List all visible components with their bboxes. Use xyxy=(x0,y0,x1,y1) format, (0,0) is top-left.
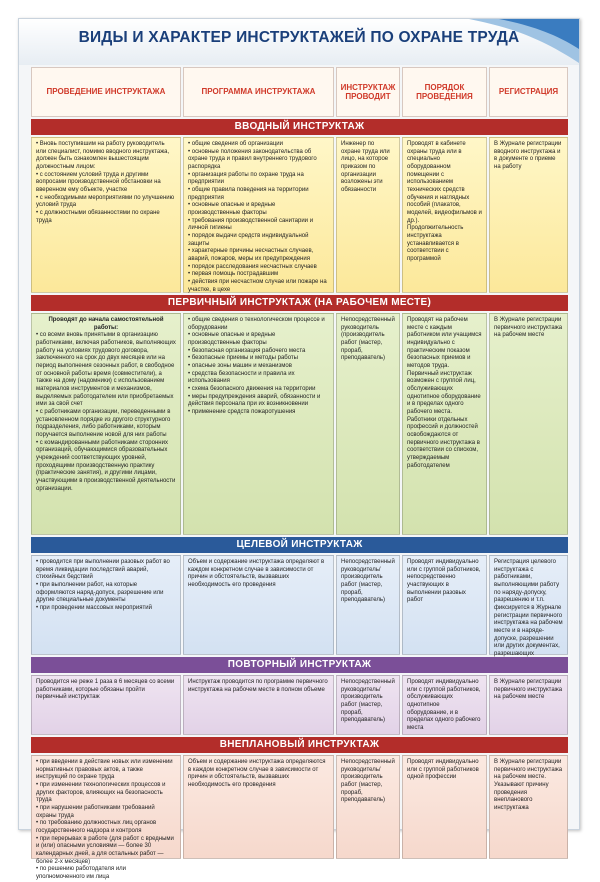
list-item: • с состоянием условий труда и другими вопросами производственной обстановки на вверенном ему объекте, участке xyxy=(36,171,161,194)
list-item: • основные опасные и вредные производственные факторы xyxy=(188,202,276,217)
list-item: Регистрация целевого инструктажа с работниками, выполняющими работу по наряду-допуску, разрешению и т.п. фиксируется в Журнале регистрации первичного инструктажа на рабочем месте и в наряде-допуске, разрешении или других документах, разрешающих xyxy=(494,559,563,658)
list-item: Инженер по охране труда или лицо, на которое приказом по организации возложены эти обязанности xyxy=(341,141,390,194)
list-item: • требования производственной санитарии и личной гигиены xyxy=(188,217,314,232)
list-item: • безопасная организация рабочего места xyxy=(188,347,306,354)
list-item: • основные положения законодательства об охране труда и правил внутреннего трудового распорядка xyxy=(188,148,317,171)
cell-conductor xyxy=(336,555,400,655)
list-item: • безопасные приемы и методы работы xyxy=(188,355,298,362)
list-item: • при перерывах в работе (для работ с вредными и (или) опасными условиями — более 30 календарных дней, а для остальных работ — более 2-х месяцев) xyxy=(36,835,174,865)
cell-conductor xyxy=(336,675,400,735)
section-band-introductory: ВВОДНЫЙ ИНСТРУКТАЖ xyxy=(31,119,568,135)
list-item: • по требованию должностных лиц органов государственного надзора и контроля xyxy=(36,820,157,835)
list-item: • характерные причины несчастных случаев, аварий, пожаров, меры их предупреждения xyxy=(188,248,314,263)
list-item: Непосредственный руководитель/производитель работ (мастер, прораб, преподаватель) xyxy=(341,679,395,724)
list-item: • средства безопасности и правила их использования xyxy=(188,370,295,385)
cell-registration xyxy=(489,755,568,859)
title-band xyxy=(19,19,579,65)
cell-program xyxy=(183,755,334,859)
list-item: Непосредственный руководитель/производитель работ (мастер, прораб, преподаватель) xyxy=(341,559,395,604)
cell-conduct xyxy=(31,675,181,735)
list-item: Непосредственный руководитель (производитель работ (мастер, прораб, преподаватель) xyxy=(341,317,395,362)
cell-registration xyxy=(489,555,568,658)
cell-conduct xyxy=(31,137,181,293)
list-item: Проводят индивидуально или с группой работников одной профессии xyxy=(407,759,479,781)
cell-conductor xyxy=(336,313,400,535)
list-item: Продолжительность инструктажа устанавливается в соответствии с программой xyxy=(407,225,464,263)
poster xyxy=(18,18,580,881)
list-item: • действия при несчастном случае или пожаре на участке, в цехе xyxy=(188,279,327,293)
poster-title: ВИДЫ И ХАРАКТЕР ИНСТРУКТАЖЕЙ ПО ОХРАНЕ ТРУДА xyxy=(78,29,520,46)
list-item: • меры предупреждения аварий, обязанности и действия персонала при их возникновении xyxy=(188,393,321,408)
list-item: В Журнале регистрации первичного инструктажа на рабочем месте. Указывают причину проведения внепланового инструктажа xyxy=(494,759,563,812)
cell-conduct xyxy=(31,555,181,655)
cell-conduct xyxy=(31,755,181,881)
list-item: • общие сведения о технологическом процессе и оборудовании xyxy=(188,317,325,331)
list-item: Проводят в кабинете охраны труда или в специально оборудованном помещении с использованием технических средств обучения и наглядных пособий (плакатов, моделей, видеофильмов и др.). xyxy=(407,141,482,224)
list-item: • со всеми вновь принятыми в организацию работниками, включая работников, выполняющих работу на условиях трудового договора, заключенного на срок до двух месяцев или на период выполнения сезонных работ, в свободное от основной работы время (совместители), а также на дому (надомники) с использованием материалов инструментов и механизмов, выделяемых работодателем или приобретаемых ими за свой счет xyxy=(36,332,176,408)
list-item: Объем и содержание инструктажа определяются в каждом конкретном случае в зависимости от причин и обстоятельств, вызвавших необходимость его проведения xyxy=(188,759,326,789)
list-item: • при нарушении работниками требований охраны труда xyxy=(36,805,155,819)
list-item: • организация работы по охране труда на предприятии xyxy=(188,171,304,186)
section-row-unscheduled xyxy=(31,755,568,881)
header-registration: РЕГИСТРАЦИЯ xyxy=(489,67,568,117)
section-band-unscheduled: ВНЕПЛАНОВЫЙ ИНСТРУКТАЖ xyxy=(31,737,568,753)
list-item: • при проведении массовых мероприятий xyxy=(36,605,152,612)
header-conduct: ПРОВЕДЕНИЕ ИНСТРУКТАЖА xyxy=(31,67,181,117)
section-row-repeated xyxy=(31,675,568,735)
section-row-introductory xyxy=(31,137,568,293)
list-item: • при введении в действие новых или изменении нормативных правовых актов, а также инструкций по охране труда xyxy=(36,759,173,781)
list-item: • схема безопасного движения на территории xyxy=(188,386,316,393)
section-band-primary: ПЕРВИЧНЫЙ ИНСТРУКТАЖ (НА РАБОЧЕМ МЕСТЕ) xyxy=(31,295,568,311)
section-band-repeated: ПОВТОРНЫЙ ИНСТРУКТАЖ xyxy=(31,657,568,673)
cell-program xyxy=(183,675,334,735)
cell-procedure xyxy=(402,675,487,735)
cell-procedure xyxy=(402,755,487,859)
cell-program xyxy=(183,137,334,293)
cell-program xyxy=(183,555,334,655)
cell-program xyxy=(183,313,334,535)
list-item: Проводится не реже 1 раза в 6 месяцев со всеми работниками, которые обязаны пройти первичный инструктаж xyxy=(36,679,175,701)
cell-procedure xyxy=(402,555,487,655)
list-item: • по решению работодателя или уполномоченного им лица xyxy=(36,866,127,881)
list-item: • Вновь поступившим на работу руководитель или специалист, помимо вводного инструктажа, должен быть ознакомлен вышестоящим должностным лицом: xyxy=(36,141,170,171)
list-item: • с должностными обязанностями по охране труда xyxy=(36,210,160,224)
list-item: Проводят индивидуально или с группой работников, обслуживающих однотипное оборудование, и в пределах одного рабочего места xyxy=(407,679,481,732)
cell-procedure xyxy=(402,313,487,535)
list-item: Непосредственный руководитель/производитель работ (мастер, прораб, преподаватель) xyxy=(341,759,395,804)
list-item: • с командированными работниками сторонних организаций, обучающимися образовательных учреждений соответствующих уровней, проходящими производственную практику (практические занятия), и другими лицами, участвующими в производственной деятельности организации. xyxy=(36,439,176,492)
list-item: • при выполнении работ, на которые оформляются наряд-допуск, разрешение или другие специальные документы xyxy=(36,582,164,604)
list-item: • порядок выдачи средств индивидуальной защиты xyxy=(188,233,309,247)
list-item: • основные опасные и вредные производственные факторы xyxy=(188,332,276,347)
cell-registration xyxy=(489,675,568,735)
list-item: • проводится при выполнении разовых работ во время ликвидации последствий аварий, стихийных бедствий xyxy=(36,559,170,581)
list-item: Первичный инструктаж возможен с группой лиц, обслуживающих однотипное оборудование и в пределах одного рабочего места. xyxy=(407,370,481,416)
list-item: • при изменении технологических процессов и других факторов, влияющих на безопасность труда xyxy=(36,782,166,804)
header-program: ПРОГРАММА ИНСТРУКТАЖА xyxy=(183,67,334,117)
cell-conductor xyxy=(336,755,400,859)
list-item: • с работниками организации, переведенными в установленном порядке из другого структурного подразделения, либо работниками, которым поручается выполнение новой для них работы xyxy=(36,409,171,439)
list-item: В Журнале регистрации вводного инструктажа и в документе о приеме на работу xyxy=(494,141,562,171)
cell-conduct xyxy=(31,313,181,535)
header-conductor: ИНСТРУКТАЖ ПРОВОДИТ xyxy=(336,67,400,117)
cell-conductor xyxy=(336,137,400,293)
cell-registration xyxy=(489,137,568,293)
list-item: • опасные зоны машин и механизмов xyxy=(188,363,292,370)
list-item: • с необходимыми мероприятиями по улучшению условий труда xyxy=(36,194,175,209)
list-item: Проводят на рабочем месте с каждым работником или учащимся индивидуально с практическим показом безопасных приемов и методов труда. xyxy=(407,317,482,370)
section-band-targeted: ЦЕЛЕВОЙ ИНСТРУКТАЖ xyxy=(31,537,568,553)
list-item: • порядок расследования несчастных случаев xyxy=(188,263,317,270)
section-row-targeted xyxy=(31,555,568,658)
cell-subtitle: Проводят до начала самостоятельной работы: xyxy=(48,317,164,331)
list-item: Инструктаж проводится по программе первичного инструктажа на рабочем месте в полном объеме xyxy=(188,679,328,693)
list-item: Проводят индивидуально или с группой работников, непосредственно участвующих в выполнении разовых работ xyxy=(407,559,481,604)
table-header-row xyxy=(31,67,568,117)
list-item: • общие сведения об организации xyxy=(188,141,283,147)
cell-procedure xyxy=(402,137,487,293)
list-item: Работники отдельных профессий и должностей освобождаются от первичного инструктажа в соответствии со списком, утверждаемым работодателем xyxy=(407,416,480,469)
cell-registration xyxy=(489,313,568,535)
list-item: Объем и содержание инструктажа определяют в каждом конкретном случае в зависимости от причин и обстоятельств, вызвавших необходимость его проведения xyxy=(188,559,325,589)
list-item: • общие правила поведения на территории предприятия xyxy=(188,187,309,201)
list-item: В Журнале регистрации первичного инструктажа на рабочем месте xyxy=(494,679,563,701)
section-row-primary xyxy=(31,313,568,535)
list-item: В Журнале регистрации первичного инструктажа на рабочем месте xyxy=(494,317,563,339)
list-item: • применение средств пожаротушения xyxy=(188,409,296,416)
list-item: • первая помощь пострадавшим xyxy=(188,271,279,278)
header-procedure: ПОРЯДОК ПРОВЕДЕНИЯ xyxy=(402,67,487,117)
